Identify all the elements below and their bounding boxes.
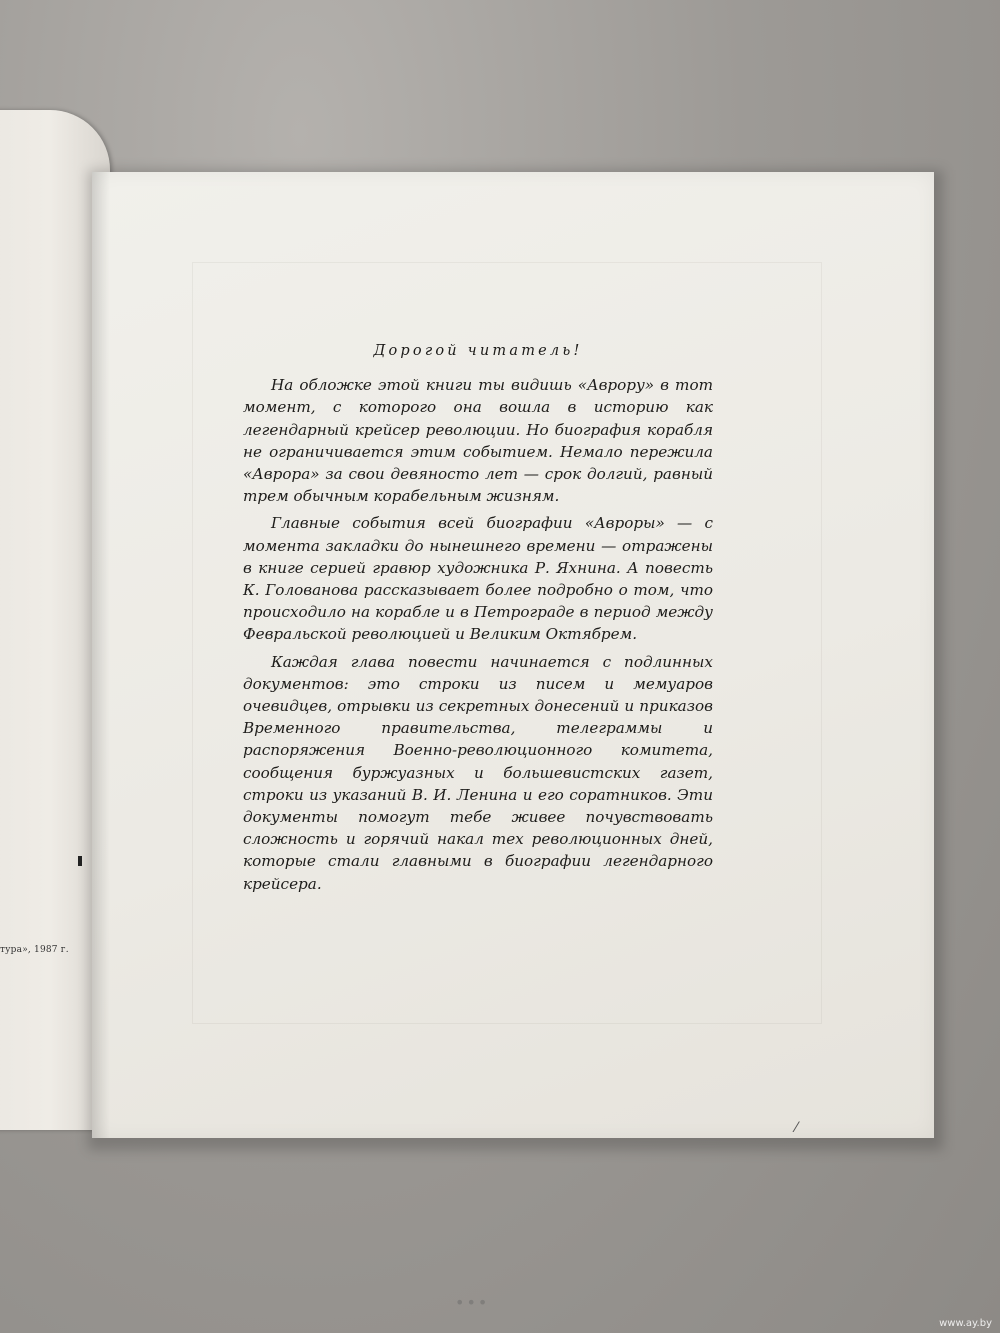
watermark: www.ay.by [939,1318,992,1329]
left-page-imprint: тура», 1987 г. [0,945,69,955]
paragraph-3: Каждая глава повести начинается с подлинных документов: это строки из писем и мемуаров очевидцев, отрывки из секретных донесений и приказов Временного правительства, телеграммы и распоряжения Военно-революционного комитета, сообщения буржуазных и большевистских газет, строки из указаний В. И. Ленина и его соратников. Эти документы помогут тебе живее почувствовать сложность и горячий накал тех революционных дней, которые стали главными в биографии легендарного крейсера. [243,652,713,893]
paragraph-2: Главные события всей биографии «Авроры» — с момента закладки до нынешнего времени — отражены в книге серией гравюр художника Р. Яхнина. А повесть К. Голованова рассказывает более подробно о том, что происходило на корабле и в Петрограде в период между Февральской революцией и Великим Октябрем. [243,514,713,644]
page-text [243,340,713,900]
page-corner-mark: ⁄ [795,1120,798,1136]
left-page-mark [78,856,82,866]
spine-shadow [92,172,110,1138]
paragraph-1: На обложке этой книги ты видишь «Аврору» в тот момент, с которого она вошла в историю как легендарный крейсер революции. Но биография корабля не ограничивается этим событием. Немало пережила «Аврора» за свои девяносто лет — срок долгий, равный трем обычным корабельным жизням. [243,376,713,506]
greeting-heading: Дорогой читатель! [373,343,583,359]
bottom-ghost-mark: ••• [455,1293,490,1312]
